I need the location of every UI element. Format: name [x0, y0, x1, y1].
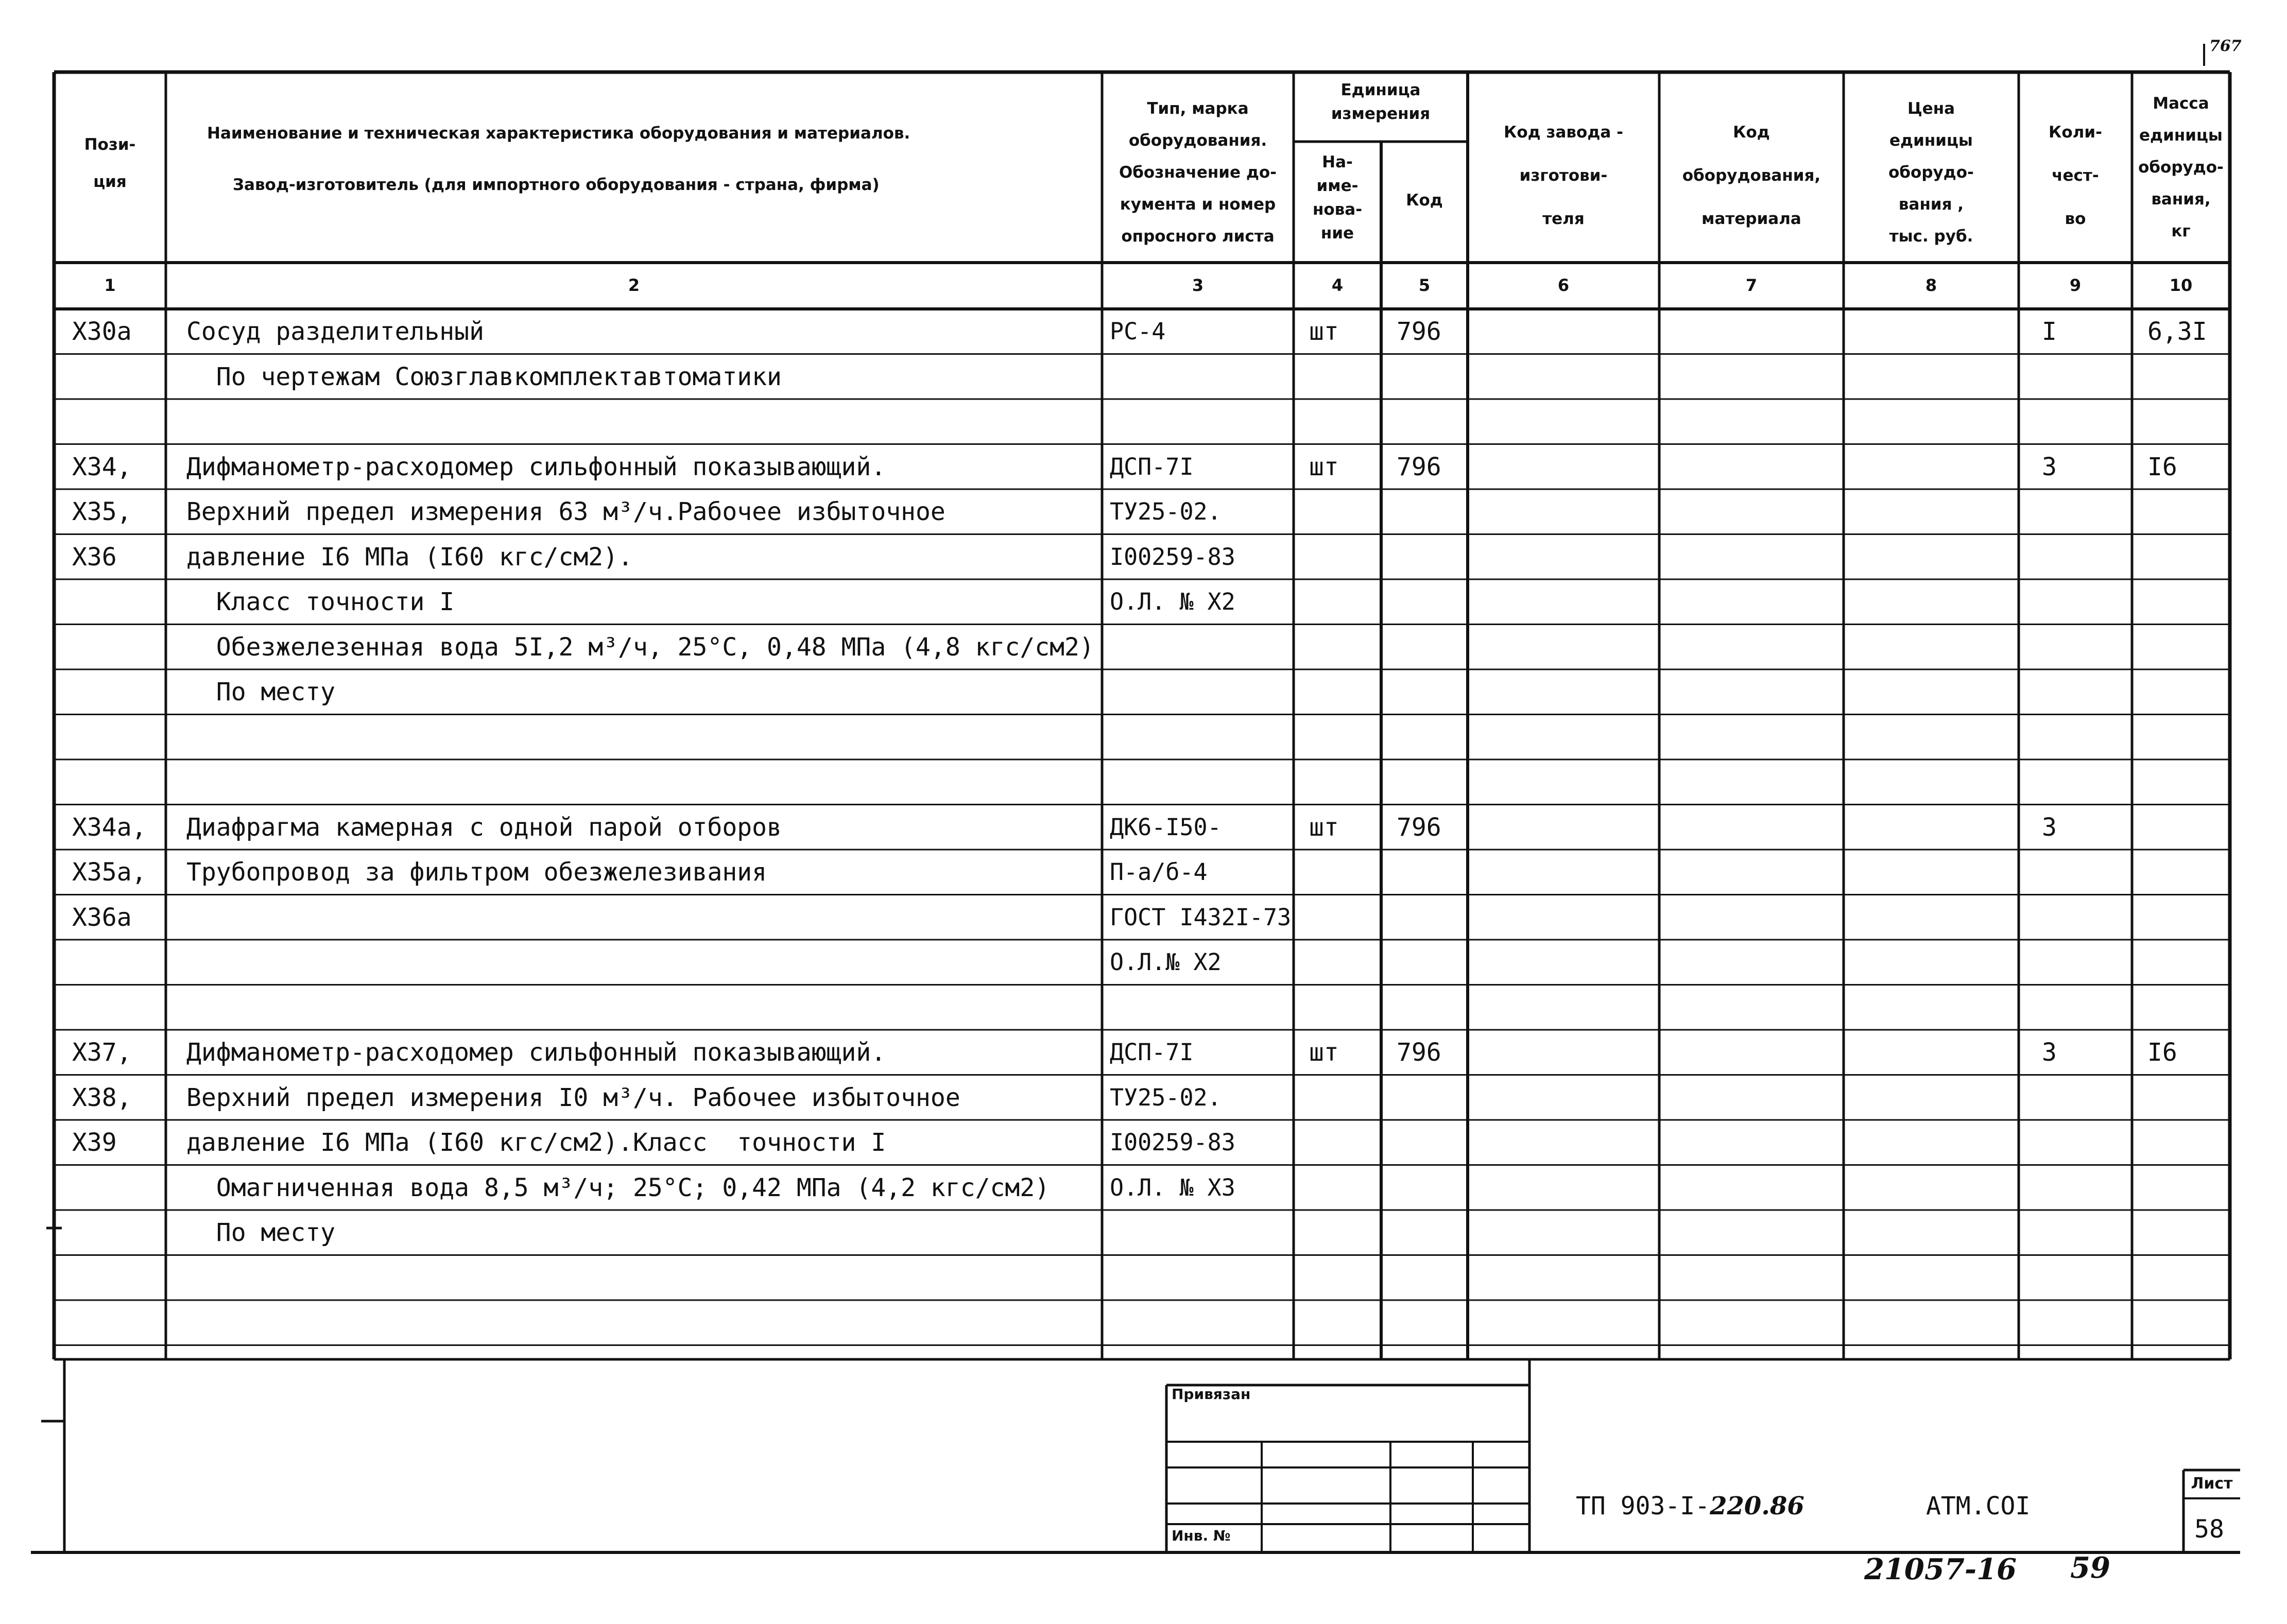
- header-type-line: опросного листа: [1121, 227, 1275, 246]
- name-cell: Сосуд разделительный: [186, 317, 484, 346]
- type-cell: ДК6-I50-: [1110, 813, 1222, 841]
- name-cell: Омагниченная вода 8,5 м³/ч; 25°С; 0,42 МПа (4,2 кгс/см2): [186, 1173, 1050, 1202]
- position-cell: Х38,: [72, 1083, 132, 1112]
- column-number: 9: [2069, 275, 2082, 295]
- column-number: 4: [1331, 275, 1344, 295]
- position-cell: Х39: [72, 1128, 117, 1157]
- unit-cell: шт: [1309, 317, 1339, 346]
- name-cell: давление I6 МПа (I60 кгс/см2).Класс точности I: [186, 1128, 886, 1157]
- footer-page: 59: [2070, 1551, 2110, 1585]
- header-position-line: ция: [93, 172, 127, 191]
- sheet-label: Лист: [2191, 1475, 2233, 1493]
- column-number: 1: [104, 275, 116, 295]
- type-cell: I00259-83: [1110, 1129, 1235, 1156]
- position-cell: Х34,: [72, 452, 132, 481]
- position-cell: Х35,: [72, 497, 132, 526]
- type-cell: П-а/б-4: [1110, 858, 1208, 886]
- quantity-cell: 3: [2042, 1038, 2057, 1067]
- column-number: 5: [1418, 275, 1431, 295]
- column-number: 2: [628, 275, 640, 295]
- sheet-number: 58: [2194, 1515, 2224, 1544]
- type-cell: ТУ25-02.: [1110, 1083, 1222, 1111]
- type-cell: ГОСТ I432I-73: [1110, 903, 1292, 931]
- code-cell: 796: [1397, 317, 1441, 346]
- header-mass-line: кг: [2171, 222, 2191, 240]
- header-unit-name-line: име-: [1316, 177, 1359, 195]
- header-price-line: вания ,: [1898, 195, 1964, 214]
- header-equipment-code-line: Код: [1733, 123, 1770, 142]
- column-number: 3: [1192, 275, 1204, 295]
- mass-cell: I6: [2147, 1038, 2177, 1067]
- type-cell: О.Л. № Х2: [1110, 588, 1235, 615]
- header-price-line: тыс. руб.: [1889, 227, 1973, 246]
- quantity-cell: 3: [2042, 813, 2057, 842]
- type-cell: ДСП-7I: [1110, 1039, 1194, 1066]
- header-type-line: Обозначение до-: [1119, 163, 1277, 182]
- header-mass-line: Масса: [2153, 94, 2209, 113]
- footer-number: 21057-16: [1864, 1552, 2017, 1586]
- corner-number: 767: [2209, 37, 2242, 55]
- type-cell: О.Л. № Х3: [1110, 1173, 1235, 1201]
- header-mass-line: вания,: [2151, 190, 2211, 209]
- name-cell: Верхний предел измерения 63 м³/ч.Рабочее избыточное: [186, 497, 945, 526]
- header-factory-code-line: теля: [1542, 210, 1585, 228]
- type-cell: О.Л.№ Х2: [1110, 948, 1222, 976]
- name-cell: По месту: [186, 678, 335, 706]
- type-cell: I00259-83: [1110, 543, 1235, 571]
- unit-cell: шт: [1309, 1038, 1339, 1067]
- quantity-cell: 3: [2042, 452, 2057, 481]
- header-unit-title-line: Единица: [1340, 81, 1421, 99]
- name-cell: Дифманометр-расходомер сильфонный показывающий.: [186, 452, 886, 481]
- header-unit-title-line: измерения: [1331, 105, 1431, 123]
- unit-cell: шт: [1309, 452, 1339, 481]
- unit-cell: шт: [1309, 813, 1339, 842]
- header-unit-code: Код: [1406, 191, 1443, 210]
- name-cell: Верхний предел измерения I0 м³/ч. Рабочее избыточное: [186, 1083, 960, 1112]
- header-price-line: единицы: [1889, 131, 1973, 150]
- position-cell: Х35а,: [72, 858, 147, 887]
- header-quantity-line: чест-: [2052, 166, 2099, 185]
- name-cell: По месту: [186, 1218, 335, 1247]
- name-cell: По чертежам Союзглавкомплектавтоматики: [186, 362, 782, 391]
- stamp-inv-label: Инв. №: [1172, 1527, 1231, 1544]
- column-number: 6: [1557, 275, 1570, 295]
- header-quantity-line: Коли-: [2049, 123, 2102, 142]
- code-cell: 796: [1397, 452, 1441, 481]
- name-cell: Трубопровод за фильтром обезжелезивания: [186, 858, 767, 887]
- header-price-line: Цена: [1907, 99, 1955, 118]
- header-name-line: Наименование и техническая характеристика оборудования и материалов.: [207, 124, 910, 143]
- code-cell: 796: [1397, 813, 1441, 842]
- document-prefix: ТП 903-I-: [1576, 1492, 1710, 1521]
- name-cell: Дифманометр-расходомер сильфонный показывающий.: [186, 1038, 886, 1067]
- header-mass-line: оборудо-: [2138, 158, 2224, 177]
- type-cell: ДСП-7I: [1110, 453, 1194, 480]
- column-number: 7: [1745, 275, 1758, 295]
- header-quantity-line: во: [2065, 210, 2086, 228]
- header-type-line: оборудования.: [1128, 131, 1267, 150]
- stamp-privyazan-label: Привязан: [1172, 1386, 1251, 1403]
- header-equipment-code-line: оборудования,: [1682, 166, 1821, 185]
- header-position-line: Пози-: [84, 135, 136, 154]
- header-unit-name-line: нова-: [1312, 200, 1363, 219]
- header-factory-code-line: изготови-: [1519, 166, 1608, 185]
- header-mass-line: единицы: [2139, 126, 2223, 145]
- position-cell: Х30а: [72, 317, 132, 346]
- quantity-cell: I: [2042, 317, 2057, 346]
- position-cell: Х34а,: [72, 813, 147, 842]
- position-cell: Х37,: [72, 1038, 132, 1067]
- document-code: АТМ.СОI: [1926, 1492, 2031, 1521]
- header-price-line: оборудо-: [1888, 163, 1974, 182]
- name-cell: Обезжелезенная вода 5I,2 м³/ч, 25°С, 0,48 МПа (4,8 кгс/см2): [186, 632, 1094, 662]
- header-name-line: Завод-изготовитель (для импортного оборудования - страна, фирма): [233, 176, 880, 194]
- position-cell: Х36а: [72, 903, 132, 932]
- header-unit-name-line: ние: [1320, 224, 1354, 243]
- name-cell: давление I6 МПа (I60 кгс/см2).: [186, 542, 633, 572]
- header-type-line: кумента и номер: [1120, 195, 1276, 214]
- type-cell: РС-4: [1110, 318, 1166, 345]
- document-number: [1576, 1491, 1804, 1522]
- position-cell: Х36: [72, 542, 117, 572]
- header-type-line: Тип, марка: [1147, 99, 1249, 118]
- column-number: 10: [2169, 275, 2193, 295]
- column-number: 8: [1925, 275, 1937, 295]
- header-factory-code-line: Код завода -: [1504, 123, 1623, 142]
- code-cell: 796: [1397, 1038, 1441, 1067]
- header-unit-name-line: На-: [1322, 153, 1353, 171]
- type-cell: ТУ25-02.: [1110, 498, 1222, 525]
- mass-cell: I6: [2147, 452, 2177, 481]
- header-equipment-code-line: материала: [1701, 210, 1801, 228]
- mass-cell: 6,3I: [2147, 317, 2207, 346]
- name-cell: Диафрагма камерная с одной парой отборов: [186, 813, 782, 842]
- name-cell: Класс точности I: [186, 588, 455, 616]
- document-suffix: 220.86: [1710, 1492, 1804, 1521]
